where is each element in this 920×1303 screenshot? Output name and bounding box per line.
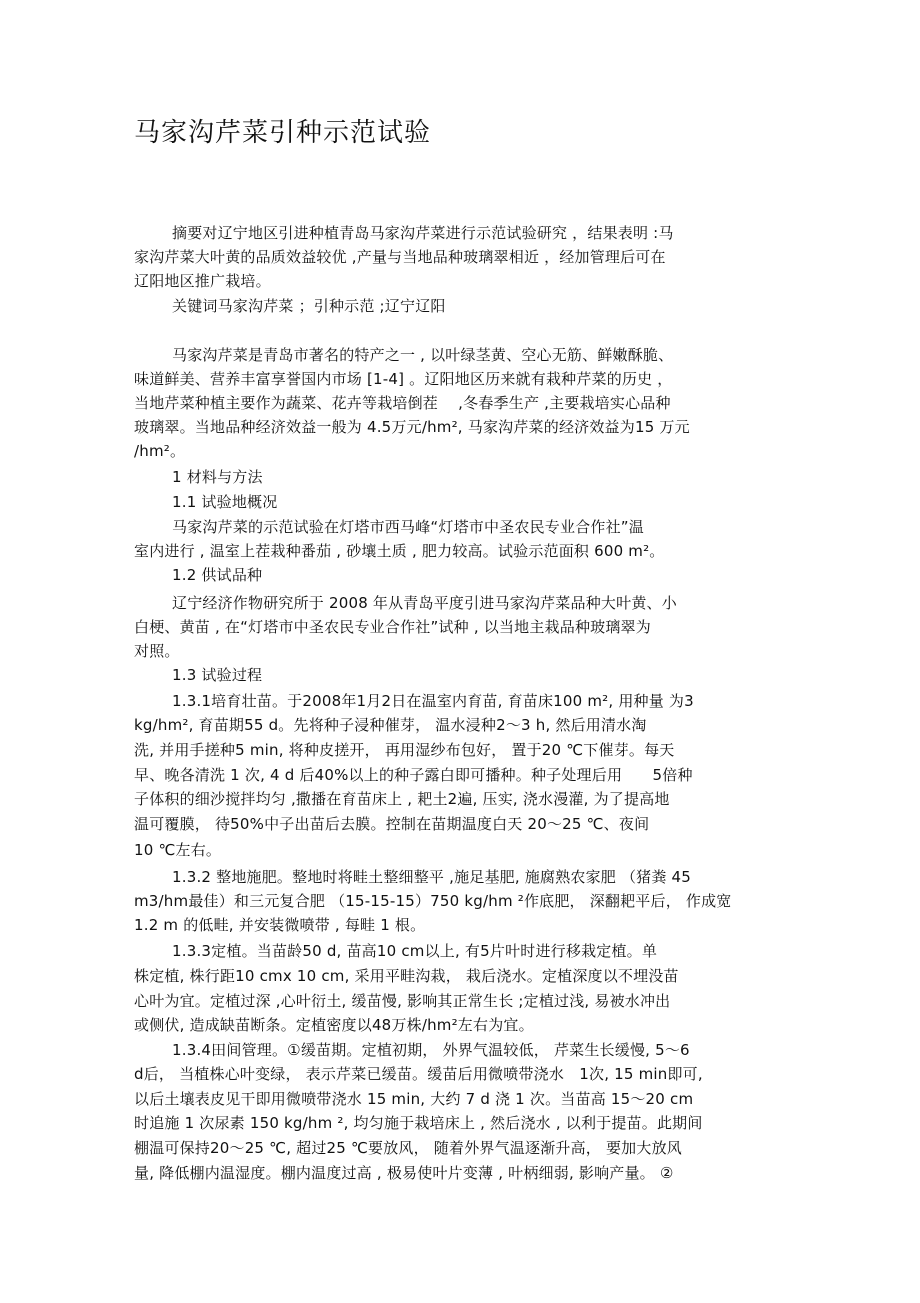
text-line: 白梗、黄苗 , 在“灯塔市中圣农民专业合作社”试种 , 以当地主栽品种玻璃翠为	[134, 618, 651, 636]
text-line: 味道鲜美、营养丰富享誉国内市场 [1-4] 。辽阳地区历来就有栽种芹菜的历史 ，	[134, 370, 673, 388]
text-line: kg/hm², 育苗期55 d。先将种子浸种催芽， 温水浸种2～3 h, 然后用清水淘	[134, 716, 647, 734]
text-line: 温可覆膜， 待50%中子出苗后去膜。控制在苗期温度白天 20～25 ℃、夜间	[134, 815, 650, 833]
text-line: d后， 当植株心叶变绿， 表示芹菜已缓苗。缓苗后用微喷带浇水 1次, 15 min即可,	[134, 1065, 703, 1083]
text-line: 1.2 m 的低畦, 并安装微喷带 , 每畦 1 根。	[134, 916, 426, 934]
text-line: 关键词马家沟芹菜 ；引种示范 ;辽宁辽阳	[172, 297, 446, 315]
text-line: 家沟芹菜大叶黄的品质效益较优 ,产量与当地品种玻璃翠相近 ，经加管理后可在	[134, 248, 666, 266]
text-line: 或侧伏, 造成缺苗断条。定植密度以48万株/hm²左右为宜。	[134, 1016, 534, 1034]
text-line: 1.3.4田间管理。①缓苗期。定植初期， 外界气温较低， 芹菜生长缓慢, 5～6	[172, 1041, 690, 1059]
text-line: m3/hm最佳）和三元复合肥 （15-15-15）750 kg/hm ²作底肥， 深翻耙平后， 作成宽	[134, 892, 732, 910]
text-line: 当地芹菜种植主要作为蔬菜、花卉等栽培倒茬 ,冬春季生产 ,主要栽培实心品种	[134, 394, 671, 412]
text-line: 辽宁经济作物研究所于 2008 年从青岛平度引进马家沟芹菜品种大叶黄、小	[172, 594, 677, 612]
text-line: 早、晚各清洗 1 次, 4 d 后40%以上的种子露白即可播种。种子处理后用 5倍种	[134, 766, 693, 784]
text-line: 1 材料与方法	[172, 468, 263, 486]
text-line: 马家沟芹菜的示范试验在灯塔市西马峰“灯塔市中圣农民专业合作社”温	[172, 518, 644, 536]
text-line: 10 ℃左右。	[134, 841, 222, 859]
text-line: 1.3.2 整地施肥。整地时将畦土整细整平 ,施足基肥, 施腐熟农家肥 （猪粪 45	[172, 868, 692, 886]
text-line: 摘要对辽宁地区引进种植青岛马家沟芹菜进行示范试验研究 ，结果表明 :马	[172, 224, 674, 242]
text-line: 心叶为宜。定植过深 ,心叶衍土, 缓苗慢, 影响其正常生长 ;定植过浅, 易被水冲出	[134, 992, 671, 1010]
text-line: 株定植, 株行距10 cmx 10 cm, 采用平畦沟栽， 栽后浇水。定植深度以不埋没苗	[134, 967, 679, 985]
text-line: 时追施 1 次尿素 150 kg/hm ², 均匀施于栽培床上 , 然后浇水 , 以利于提苗。此期间	[134, 1114, 703, 1132]
text-line: 量, 降低棚内温湿度。棚内温度过高 , 极易使叶片变薄 , 叶柄细弱, 影响产量。 ②	[134, 1164, 674, 1182]
text-line: /hm²。	[134, 442, 186, 460]
document-title: 马家沟芹菜引种示范试验	[134, 118, 432, 148]
text-line: 以后土壤表皮见干即用微喷带浇水 15 min, 大约 7 d 浇 1 次。当苗高 15～20 cm	[134, 1090, 694, 1108]
text-line: 1.3 试验过程	[172, 666, 263, 684]
text-line: 辽阳地区推广栽培。	[134, 272, 271, 290]
text-line: 马家沟芹菜是青岛市著名的特产之一 , 以叶绿茎黄、空心无筋、鲜嫩酥脆、	[172, 346, 674, 364]
text-line: 棚温可保持20～25 ℃, 超过25 ℃要放风， 随着外界气温逐渐升高， 要加大放风	[134, 1139, 682, 1157]
text-line: 1.2 供试品种	[172, 566, 263, 584]
text-line: 对照。	[134, 642, 180, 660]
text-line: 玻璃翠。当地品种经济效益一般为 4.5万元/hm², 马家沟芹菜的经济效益为15 万元	[134, 418, 690, 436]
text-line: 1.3.1培育壮苗。于2008年1月2日在温室内育苗, 育苗床100 m², 用种量 为3	[172, 692, 694, 710]
text-line: 1.1 试验地概况	[172, 493, 278, 511]
text-line: 洗, 并用手搓种5 min, 将种皮搓开， 再用湿纱布包好， 置于20 ℃下催芽。每天	[134, 741, 675, 759]
text-line: 1.3.3定植。当苗龄50 d, 苗高10 cm以上, 有5片叶时进行移栽定植。单	[172, 942, 658, 960]
text-line: 子体积的细沙搅拌均匀 ,撒播在育苗床上 , 耙土2遍, 压实, 浇水漫灌, 为了提高地	[134, 790, 670, 808]
text-line: 室内进行 , 温室上茬栽种番茄 , 砂壤土质 , 肥力较高。试验示范面积 600 m²。	[134, 542, 665, 560]
